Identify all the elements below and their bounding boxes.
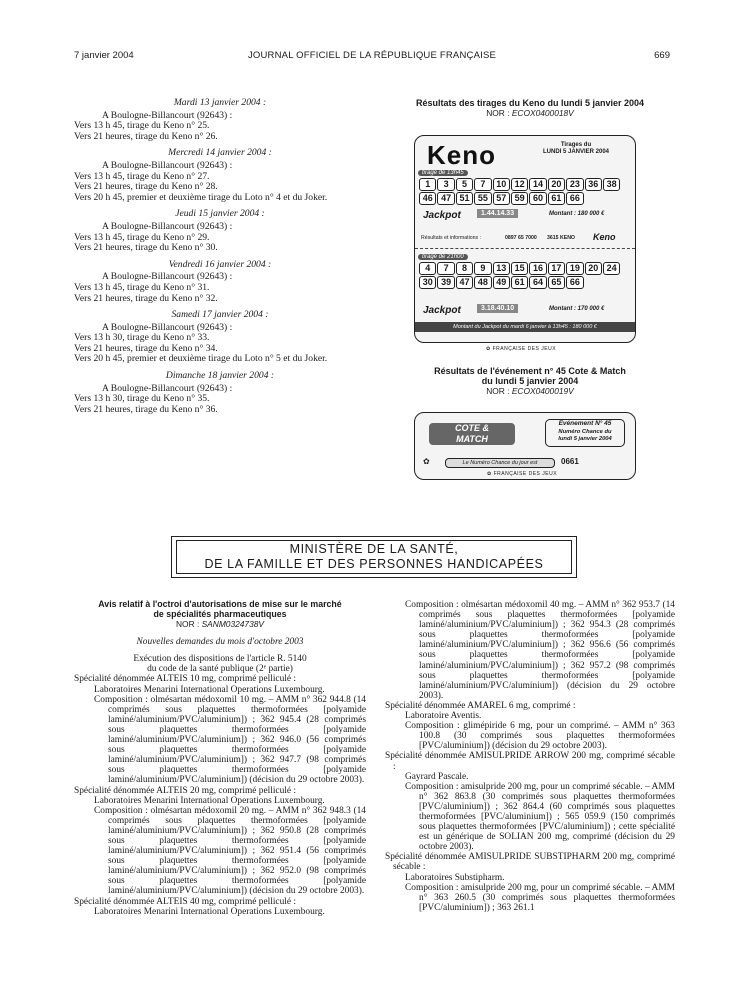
schedule-line: Vers 21 heures, tirage du Keno n° 34.: [74, 342, 218, 354]
cote-match-logo: COTE & MATCH: [429, 423, 515, 445]
keno-number: 51: [456, 192, 473, 205]
schedule-line: Vers 13 h 45, tirage du Keno n° 27.: [74, 170, 210, 182]
keno-number: 61: [511, 276, 528, 289]
keno-number: 19: [566, 262, 583, 275]
keno-number: 59: [511, 192, 528, 205]
schedule-place: A Boulogne-Billancourt (92643) :: [102, 271, 233, 283]
schedule-line: Vers 21 heures, tirage du Keno n° 32.: [74, 292, 218, 304]
info-phone: 0897 65 7000: [505, 235, 537, 241]
header-title: JOURNAL OFFICIEL DE LA RÉPUBLIQUE FRANÇAISE: [247, 50, 497, 61]
specialite-name: Spécialité dénommée AMISULPRIDE ARROW 200 mg, comprimé sécable :: [385, 751, 675, 772]
fdj-logo: ✿ FRANÇAISE DES JEUX: [486, 346, 557, 352]
keno-draw-date: Tirages du LUNDI 5 JANVIER 2004: [542, 142, 610, 155]
keno-number: 16: [529, 262, 546, 275]
schedule-day: Samedi 17 janvier 2004 :: [171, 309, 269, 321]
specialite-name: Spécialité dénommée ALTEIS 40 mg, comprimé pelliculé :: [74, 896, 296, 907]
composition: Composition : olmésartan médoxomil 20 mg. – AMM n° 362 948.3 (14 comprimés sous plaquettes thermoformées [polyamide laminé/aluminium/PVC/aluminium]) ; 362 950.8 (28 comprimés sous plaquettes thermoformées [polyamide laminé/aluminium/PVC/aluminium]) ; 362 951.4 (56 comprimés sous plaquettes thermoformées [polyamide laminé/aluminium/PVC/aluminium]) ; 362 952.0 (98 comprimés sous plaquettes thermoformées [polyamide laminé/aluminium/PVC/aluminium]) (décision du 29 octobre 2003).: [94, 805, 366, 897]
clover-icon: ✿: [486, 346, 491, 352]
schedule-line: Vers 20 h 45, premier et deuxième tirage du Loto n° 4 et du Joker.: [74, 191, 328, 203]
schedule-line: Vers 20 h 45, premier et deuxième tirage du Loto n° 5 et du Joker.: [74, 353, 328, 365]
keno-number: 66: [566, 192, 583, 205]
jackpot2-row: [421, 303, 631, 317]
info-minitel: 3615 KENO: [547, 235, 575, 241]
keno-number: 48: [474, 276, 491, 289]
info-label: Résultats et informations :: [421, 235, 481, 241]
keno-number: 60: [529, 192, 546, 205]
jackpot2-amount: Montant : 170 000 €: [549, 306, 605, 312]
event-box: Evénement N° 45 Numéro Chance du lundi 5 janvier 2004: [545, 419, 625, 447]
composition: Composition : amisulpride 200 mg, pour un comprimé sécable. – AMM n° 363 260.5 (30 comprimés sous plaquettes thermoformées [PVC/aluminium]) ; 363 261.1: [405, 882, 675, 913]
keno-number: 10: [493, 178, 510, 191]
schedule-day: Mardi 13 janvier 2004 :: [173, 97, 267, 108]
keno-number: 9: [474, 262, 491, 275]
schedule-line: Vers 21 heures, tirage du Keno n° 30.: [74, 242, 218, 254]
keno-number: 61: [548, 192, 565, 205]
keno-number: 8: [456, 262, 473, 275]
schedule-day: Mercredi 14 janvier 2004 :: [168, 147, 272, 159]
schedule-line: Vers 13 h 30, tirage du Keno n° 35.: [74, 393, 210, 405]
avis-subtitle: Nouvelles demandes du mois d'octobre 2003: [136, 637, 304, 648]
draw2-numbers: [419, 262, 633, 289]
schedule-line: Vers 13 h 45, tirage du Keno n° 29.: [74, 231, 210, 243]
keno-number: 5: [456, 178, 473, 191]
keno-number: 17: [548, 262, 565, 275]
cote-nor: NOR : ECOX0400019V: [486, 386, 574, 396]
keno-heading: Résultats des tirages du Keno du lundi 5 janvier 2004: [415, 98, 645, 108]
schedule-place: A Boulogne-Billancourt (92643) :: [102, 321, 233, 333]
keno-number: 55: [474, 192, 491, 205]
specialite-name: Spécialité dénommée AMISULPRIDE SUBSTIPHARM 200 mg, comprimé sécable :: [385, 852, 675, 873]
laboratory: Laboratoires Menarini International Operations Luxembourg.: [94, 684, 325, 695]
schedule-line: Vers 21 heures, tirage du Keno n° 36.: [74, 403, 218, 415]
left-entries: [74, 674, 366, 916]
jackpot-logo: Jackpot: [423, 305, 461, 316]
schedule-day: Dimanche 18 janvier 2004 :: [165, 370, 275, 382]
header-date: 7 janvier 2004: [74, 50, 134, 61]
keno-number: 47: [456, 276, 473, 289]
ministry-title: MINISTÈRE DE LA SANTÉ, DE LA FAMILLE ET DES PERSONNES HANDICAPÉES: [176, 540, 572, 574]
cote-heading: Résultats de l'événement n° 45 Cote & Match du lundi 5 janvier 2004: [434, 366, 626, 386]
keno-logo: Keno: [427, 140, 496, 170]
keno-number: 1: [419, 178, 436, 191]
laboratory: Laboratoires Menarini International Operations Luxembourg.: [94, 795, 325, 806]
keno-number: 64: [529, 276, 546, 289]
specialite-name: Spécialité dénommée AMAREL 6 mg, comprimé :: [385, 700, 576, 711]
keno-number: 12: [511, 178, 528, 191]
jackpot1-row: [421, 208, 631, 222]
keno-number: 65: [548, 276, 565, 289]
chance-label: Le Numéro Chance du jour est: [445, 458, 555, 468]
schedule-day: Jeudi 15 janvier 2004 :: [175, 208, 265, 220]
schedule-place: A Boulogne-Billancourt (92643) :: [102, 109, 233, 121]
keno-number: 7: [437, 262, 454, 275]
composition: Composition : glimépiride 6 mg, pour un comprimé. – AMM n° 363 100.8 (30 comprimés sous plaquettes thermoformées [PVC/aluminium]) (décision du 29 octobre 2003).: [405, 721, 675, 752]
keno-results-heading-block: [385, 98, 675, 119]
avis-right-column: [385, 600, 675, 913]
keno-results-ticket: [414, 135, 636, 343]
schedule-place: A Boulogne-Billancourt (92643) :: [102, 159, 233, 171]
page-header: [74, 50, 670, 64]
header-page-number: 669: [654, 50, 670, 61]
schedule-line: Vers 21 heures, tirage du Keno n° 26.: [74, 130, 218, 142]
keno-number: 46: [419, 192, 436, 205]
laboratory: Gayrard Pascale.: [405, 771, 469, 782]
keno-number: 49: [493, 276, 510, 289]
specialite-name: Spécialité dénommée ALTEIS 20 mg, comprimé pelliculé :: [74, 785, 296, 796]
keno-number: 13: [493, 262, 510, 275]
next-jackpot-banner: Montant du Jackpot du mardi 6 janvier à 13h45 : 180 000 €: [415, 322, 635, 332]
jackpot1-amount: Montant : 180 000 €: [549, 211, 605, 217]
keno-number: 3: [437, 178, 454, 191]
keno-number: 7: [474, 178, 491, 191]
avis-left-column: [74, 600, 366, 917]
keno-number: 23: [566, 178, 583, 191]
keno-number: 30: [419, 276, 436, 289]
keno-number: 15: [511, 262, 528, 275]
composition: Composition : olmésartan médoxomil 10 mg. – AMM n° 362 944.8 (14 comprimés sous plaquettes thermoformées [polyamide laminé/aluminium/PVC/aluminium]) ; 362 945.4 (28 comprimés sous plaquettes thermoformées [polyamide laminé/aluminium/PVC/aluminium]) ; 362 946.0 (56 comprimés sous plaquettes thermoformées [polyamide laminé/aluminium/PVC/aluminium]) ; 362 947.7 (98 comprimés sous plaquettes thermoformées [polyamide laminé/aluminium/PVC/aluminium]) (décision du 29 octobre 2003).: [94, 694, 366, 786]
schedule-place: A Boulogne-Billancourt (92643) :: [102, 382, 233, 394]
clover-icon: ✿: [423, 457, 430, 466]
ministry-title-box: [171, 536, 577, 578]
chance-number-row: [421, 457, 627, 469]
avis-title: Avis relatif à l'octroi d'autorisations de mise sur le marché de spécialités pharmaceutiques: [98, 599, 342, 619]
cote-heading-block: [385, 366, 675, 397]
keno-number: 36: [585, 178, 602, 191]
draw1-numbers: [419, 178, 633, 205]
draw2-label: tirage de 21h00: [418, 254, 468, 260]
laboratory: Laboratoire Aventis.: [405, 711, 482, 722]
clover-icon: ✿: [487, 471, 492, 477]
keno-nor: NOR : ECOX0400018V: [486, 108, 574, 118]
schedule-day: Vendredi 16 janvier 2004 :: [168, 258, 272, 270]
keno-number: 20: [585, 262, 602, 275]
keno-number: 66: [566, 276, 583, 289]
jackpot-logo: Jackpot: [423, 210, 461, 221]
keno-number: 57: [493, 192, 510, 205]
avis-execution: Exécution des dispositions de l'article R. 5140 du code de la santé publique (2ᵉ partie): [133, 654, 307, 675]
schedule-place: A Boulogne-Billancourt (92643) :: [102, 220, 233, 232]
composition: Composition : amisulpride 200 mg, pour un comprimé sécable. – AMM n° 362 863.8 (30 comprimés sous plaquettes thermoformées [PVC/aluminium]) ; 362 864.4 (60 comprimés sous plaquettes thermoformées [PVC/aluminium]) ; 565 059.9 (150 comprimés sous plaquettes thermoformées [PVC/aluminium]) ; cette spécialité est un générique de SOLIAN 200 mg, comprimé (décision du 29 octobre 2003).: [405, 781, 675, 853]
draw-schedule-column: [74, 98, 366, 415]
jackpot2-value: 3.18.40.10: [477, 304, 518, 313]
specialite-name: Spécialité dénommée ALTEIS 10 mg, comprimé pelliculé :: [74, 674, 296, 685]
fdj-logo: ✿ FRANÇAISE DES JEUX: [487, 471, 558, 477]
keno-number: 14: [529, 178, 546, 191]
keno-number: 47: [437, 192, 454, 205]
keno-number: 24: [603, 262, 620, 275]
cote-match-ticket: [414, 412, 636, 480]
avis-nor: NOR : SANM0324738V: [176, 619, 264, 630]
keno-number: 38: [603, 178, 620, 191]
keno-small-logo: Keno: [593, 232, 616, 242]
schedule-line: Vers 21 heures, tirage du Keno n° 28.: [74, 181, 218, 193]
composition: Composition : olmésartan médoxomil 40 mg. – AMM n° 362 953.7 (14 comprimés sous plaquettes thermoformées [polyamide laminé/aluminium/PVC/aluminium]) ; 362 954.3 (28 comprimés sous plaquettes thermoformées [polyamide laminé/aluminium/PVC/aluminium]) ; 362 956.6 (56 comprimés sous plaquettes thermoformées [polyamide laminé/aluminium/PVC/aluminium]) ; 362 957.2 (98 comprimés sous plaquettes thermoformées [polyamide laminé/aluminium/PVC/aluminium]) (décision du 29 octobre 2003).: [405, 600, 675, 701]
schedule-line: Vers 13 h 45, tirage du Keno n° 25.: [74, 120, 210, 132]
chance-number: 0661: [561, 457, 579, 466]
laboratory: Laboratoires Substipharm.: [405, 872, 505, 883]
keno-number: 39: [437, 276, 454, 289]
schedule-line: Vers 13 h 45, tirage du Keno n° 31.: [74, 281, 210, 293]
schedule-line: Vers 13 h 30, tirage du Keno n° 33.: [74, 332, 210, 344]
laboratory: Laboratoires Menarini International Operations Luxembourg.: [94, 906, 325, 917]
keno-number: 20: [548, 178, 565, 191]
keno-number: 4: [419, 262, 436, 275]
draw1-label: tirage de 13h45: [418, 170, 468, 176]
jackpot1-value: 1.44.14.33: [477, 209, 518, 218]
divider: [415, 248, 635, 249]
